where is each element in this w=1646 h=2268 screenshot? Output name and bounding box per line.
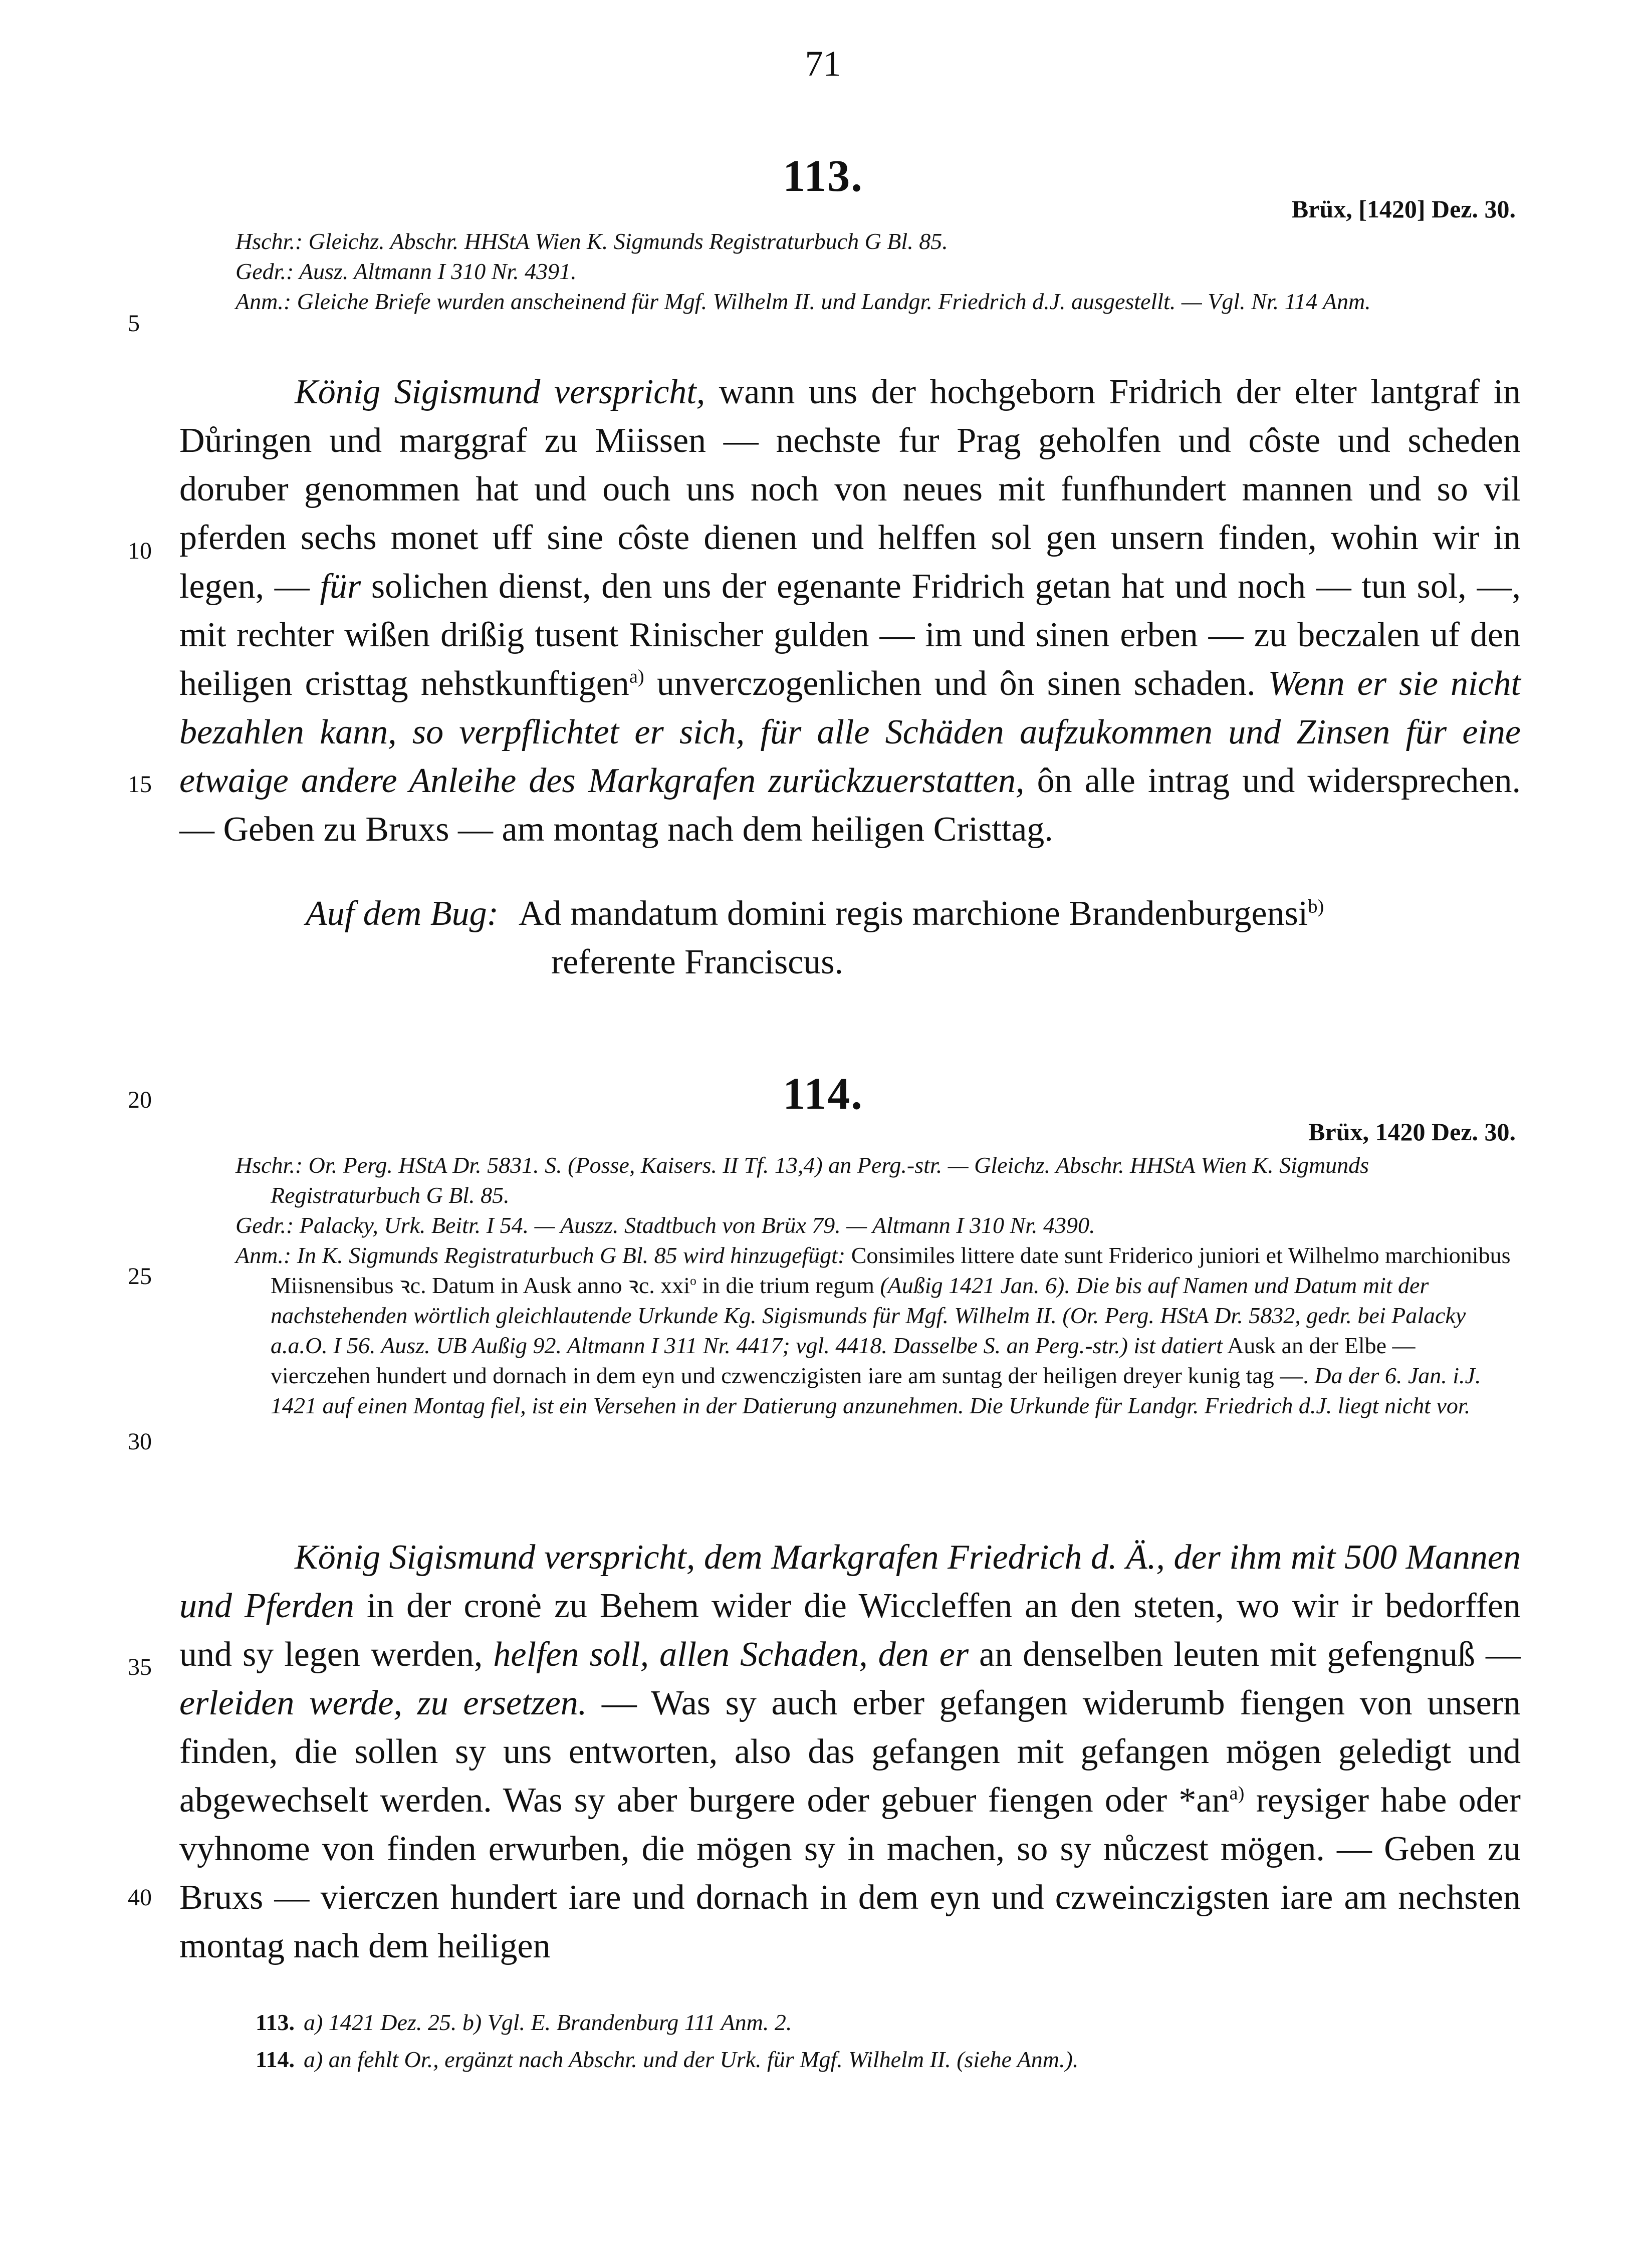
printed-note: Gedr.: Palacky, Urk. Beitr. I 54. — Auszz. Stadtbuch von Brüx 79. — Altmann I 310 Nr. 4390. [236,1212,1095,1238]
manuscript-note: Hschr.: Or. Perg. HStA Dr. 5831. S. (Posse, Kaisers. II Tf. 13,4) an Perg.-str. — Gleichz. Abschr. HHStA Wien K. Sigmunds Registraturbuch G Bl. 85. [236,1152,1369,1208]
apparatus [236,1150,1521,1421]
margin-number: 10 [128,538,152,564]
margin-number: 30 [128,1428,152,1455]
manuscript-note: Hschr.: Gleichz. Abschr. HHStA Wien K. Sigmunds Registraturbuch G Bl. 85. [236,228,948,254]
margin-number: 25 [128,1263,152,1290]
footnote-ref: a) [629,666,644,687]
place-date: Brüx, [1420] Dez. 30. [1291,195,1516,223]
footnote: 113. a) 1421 Dez. 25. b) Vgl. E. Brandenburg 111 Anm. 2. [256,2009,792,2035]
endorsement-label: Auf dem Bug: [306,894,499,933]
endorsement: Auf dem Bug: Ad mandatum domini regis marchione Brandenburgensi$^{b)}$ referente Franciscus. [306,894,1324,981]
margin-number: 15 [128,771,152,798]
margin-number: 40 [128,1884,152,1911]
page-number: 71 [805,44,841,84]
margin-number: 35 [128,1654,152,1680]
footnote: 114. a) an fehlt Or., ergänzt nach Abschr. und der Urk. für Mgf. Wilhelm II. (siehe Anm.). [256,2047,1079,2072]
footnotes [256,2004,1521,2078]
regest-text: König Sigismund verspricht, wann uns der hochgeborn Fridrich der elter lantgraf in Důringen und marggraf zu Miissen — nechste fur Prag geholfen und côste und scheden doruber genommen hat und ouch uns noch von neues mit funfhundert mannen und so vil pferden sechs monet uff sine côste dienen und helffen sol gen unsern finden, wohin wir in legen, — für solichen dienst, den uns der egenante Fridrich getan hat und noch — tun sol, —, mit rechter wißen drißig tusent Rinischer gulden — im und sinen erben — zu beczalen uf den heiligen cristtag nehstkunftigen$^{a)}$ unverczogenlichen und ôn sinen schaden. Wenn er sie nicht bezahlen kann, so verpflichtet er sich, für alle Schäden aufzukommen und Zinsen für eine etwaige andere Anleihe des Markgrafen zurückzuerstatten, ôn alle intrag und widersprechen. — Geben zu Bruxs — am montag nach dem heiligen Cristtag. [179,373,1521,849]
margin-number: 20 [128,1087,152,1113]
footnote-ref: b) [1308,896,1324,917]
place-date: Brüx, 1420 Dez. 30. [1308,1118,1516,1146]
remark-note: Anm.: In K. Sigmunds Registraturbuch G Bl. 85 wird hinzugefügt: Consimiles littere date sunt Friderico juniori et Wilhelmo marchionibus Miisnensibus ꝛc. Datum in Ausk anno ꝛc. xxi$^o$ in die trium regum (Außig 1421 Jan. 6). Die bis auf Namen und Datum mit der nachstehenden wörtlich gleichlautende Urkunde Kg. Sigismunds für Mgf. Wilhelm II. (Or. Perg. HStA Dr. 5832, gedr. bei Palacky a.a.O. I 56. Ausz. UB Außig 92. Altmann I 311 Nr. 4417; vgl. 4418. Dasselbe S. an Perg.-str.) ist datiert Ausk an der Elbe — vierczehen hundert und dornach in dem eyn und czwenczigisten iare am suntag der heiligen dreyer kunig tag —. Da der 6. Jan. i.J. 1421 auf einen Montag fiel, ist ein Versehen in der Datierung anzunehmen. Die Urkunde für Landgr. Friedrich d.J. liegt nicht vor. [236,1242,1511,1418]
margin-number: 5 [128,310,140,337]
remark-note: Anm.: Gleiche Briefe wurden anscheinend für Mgf. Wilhelm II. und Landgr. Friedrich d.J. ausgestellt. — Vgl. Nr. 114 Anm. [236,289,1371,314]
apparatus [236,226,1521,317]
document-number: 113. [783,151,863,201]
regest-text: König Sigismund verspricht, dem Markgrafen Friedrich d. Ä., der ihm mit 500 Mannen und Pferden in der cronė zu Behem wider die Wiccleffen an den steten, wo wir ir bedorffen und sy legen werden, helfen soll, allen Schaden, den er an denselben leuten mit gefengnuß — erleiden werde, zu ersetzen. — Was sy auch erber gefangen widerumb fiengen von unsern finden, die sollen sy uns entworten, also das gefangen mit gefangen mögen geledigt und abgewechselt werden. Was sy aber burgere oder gebuer fiengen oder $*an^{a)}$ reysiger habe oder vyhnome von finden erwurben, die mögen sy in machen, so sy nůczest mögen. — Geben zu Bruxs — vierczen hundert iare und dornach in dem eyn und czweinczigsten iare am nechsten montag nach dem heiligen [179,1538,1521,1965]
document-number: 114. [783,1069,863,1119]
printed-note: Gedr.: Ausz. Altmann I 310 Nr. 4391. [236,259,577,284]
footnote-ref: a) [1229,1783,1245,1804]
